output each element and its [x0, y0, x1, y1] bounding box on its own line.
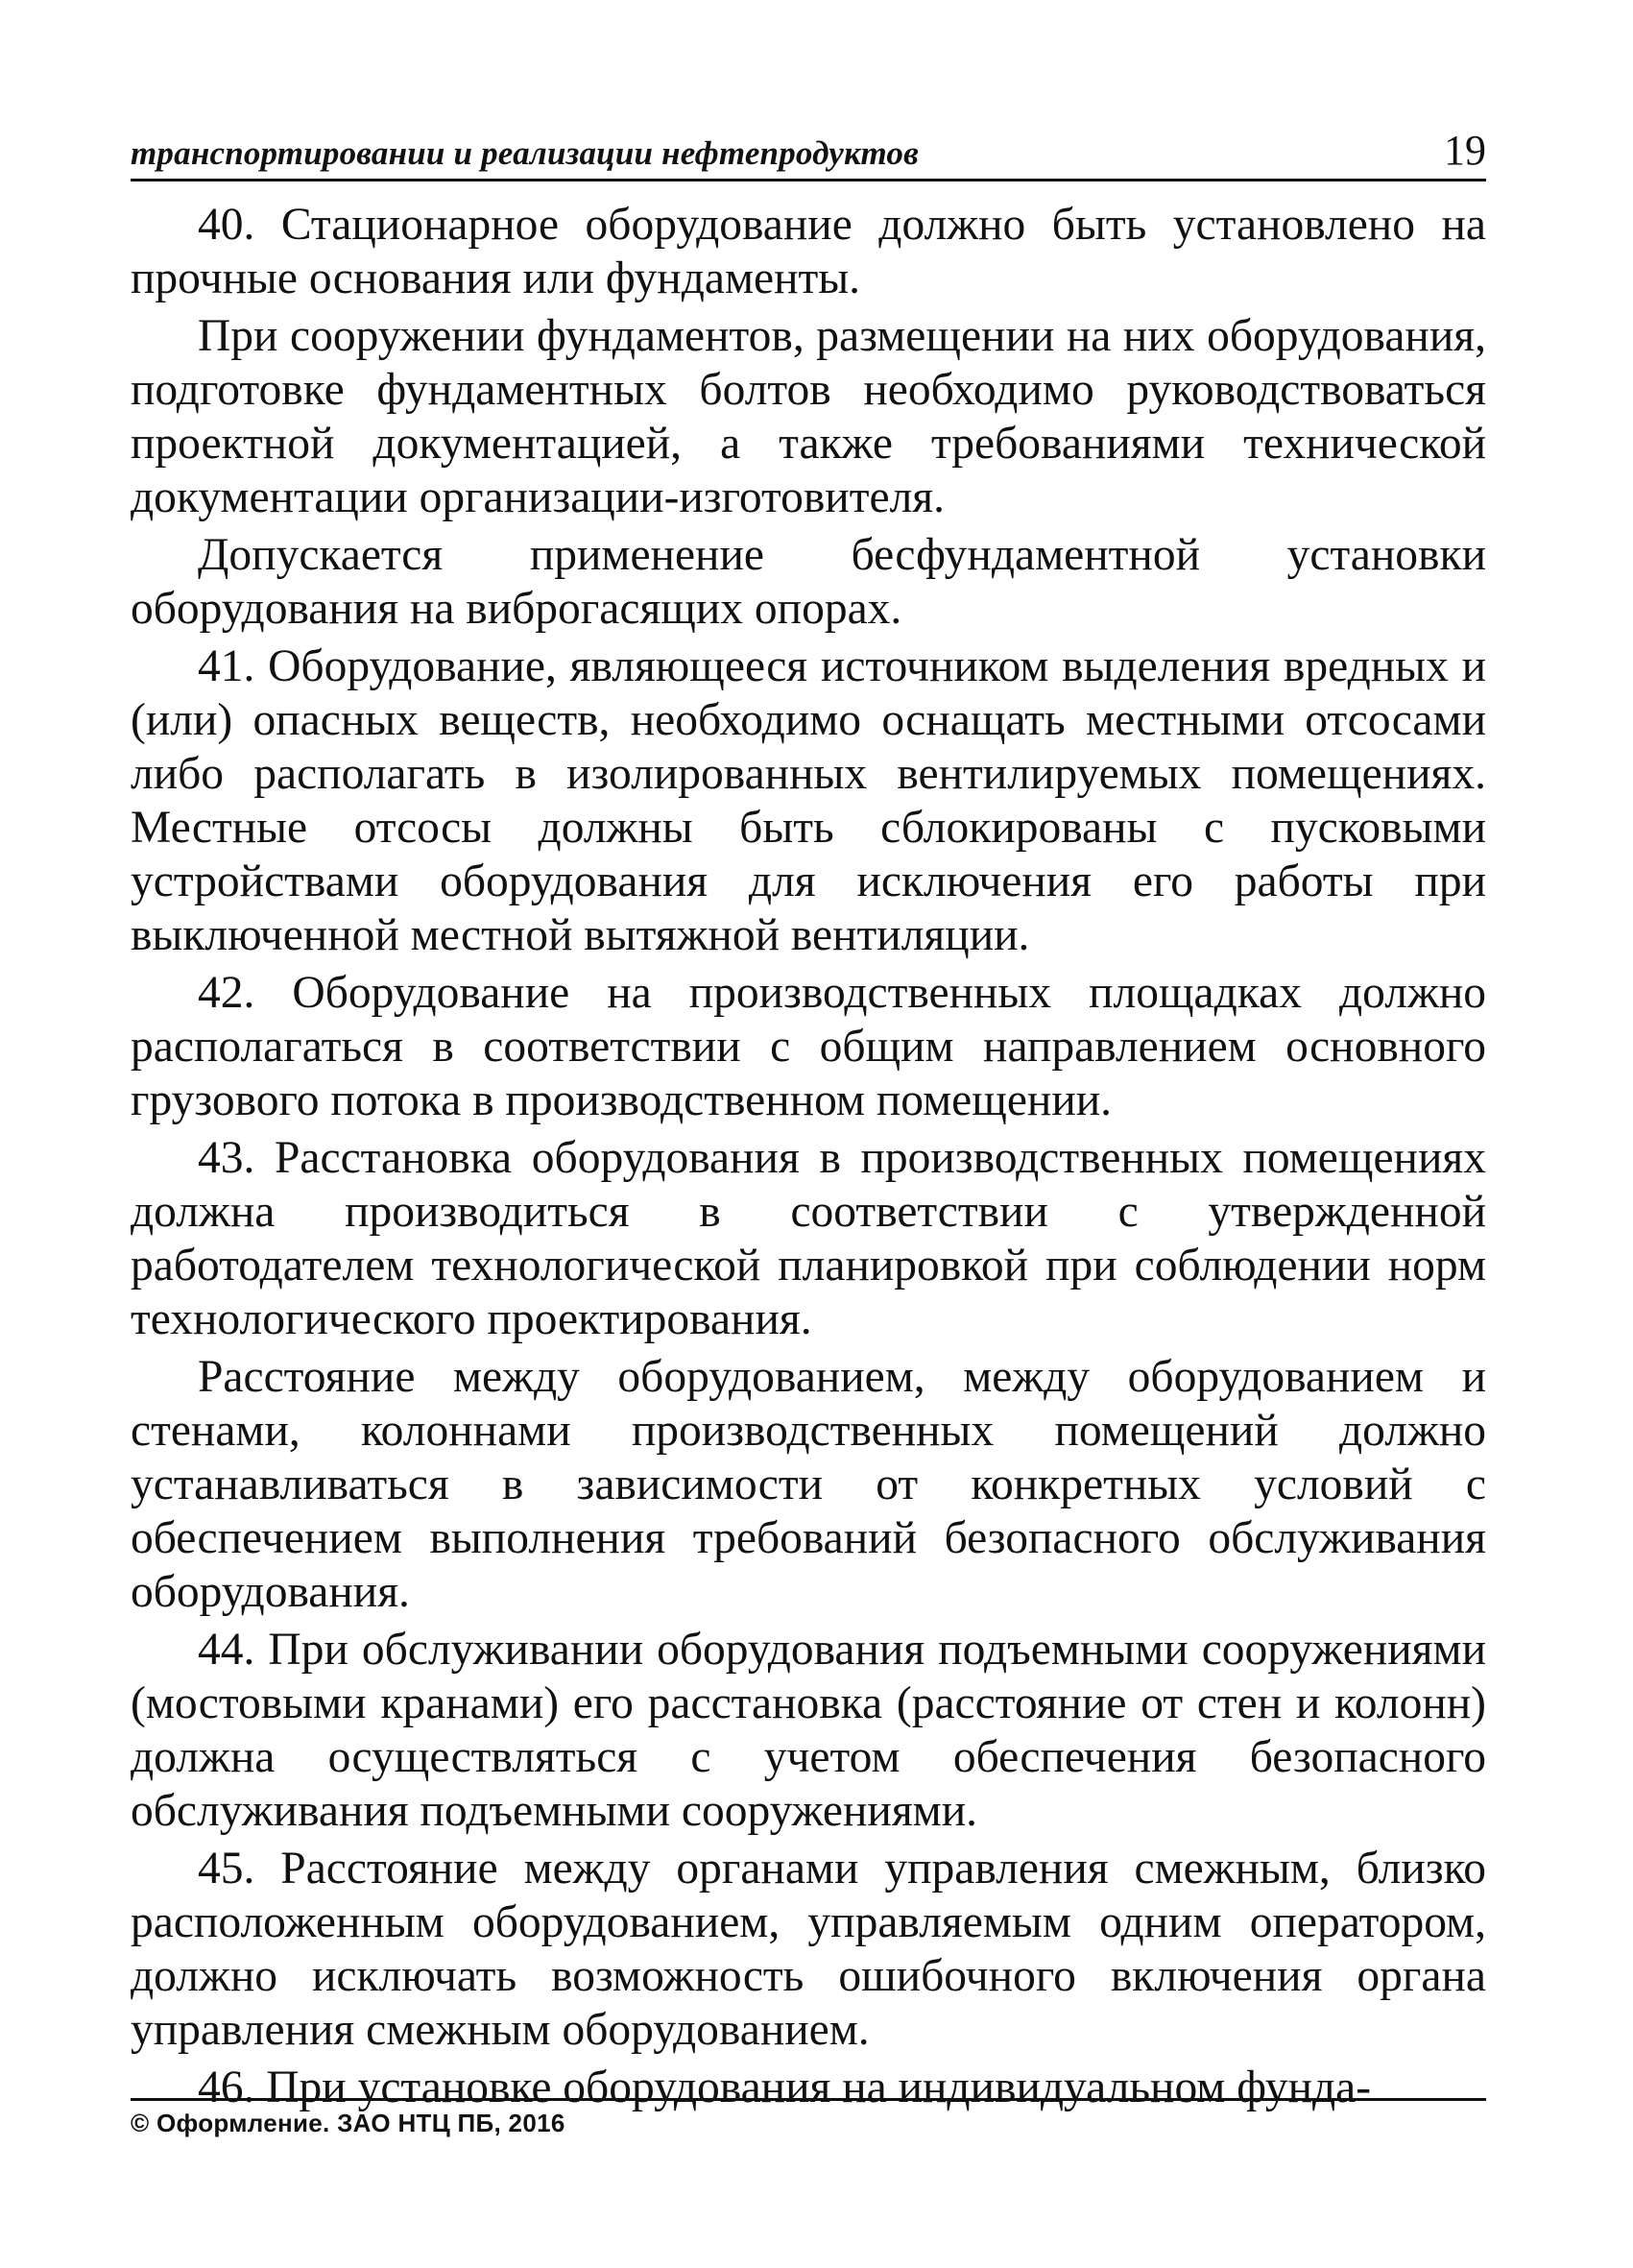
paragraph: 44. При обслуживании оборудования подъемными сооружениями (мостовыми кранами) его расстановка (расстояние от стен и колонн) должна осуществляться с учетом обеспечения безопасного обслуживания подъемными сооружениями.	[131, 1625, 1486, 1836]
running-title: транспортировании и реализации нефтепродуктов	[131, 134, 919, 172]
document-page	[131, 0, 1486, 2268]
page-number: 19	[1444, 127, 1486, 174]
body-text	[131, 198, 1486, 2118]
copyright-notice: © Оформление. ЗАО НТЦ ПБ, 2016	[131, 2109, 565, 2137]
paragraph: 45. Расстояние между органами управления смежным, близко расположенным оборудованием, управляемым одним оператором, должно исключать возможность ошибочного включения органа управления смежным оборудованием.	[131, 1844, 1486, 2055]
running-header	[131, 123, 1486, 181]
paragraph: 46. При установке оборудования на индивидуальном фунда-	[198, 2063, 1372, 2112]
paragraph: Расстояние между оборудованием, между оборудованием и стенами, колоннами производственных помещений должно устанавливаться в зависимости от конкретных условий с обеспечением выполнения требований безопасного обслуживания оборудования.	[131, 1352, 1486, 1617]
paragraph: При сооружении фундаментов, размещении на них оборудования, подготовке фундаментных болтов необходимо руководствоваться проектной документацией, а также требованиями технической документации организации-изготовителя.	[131, 311, 1486, 522]
paragraph: 43. Расстановка оборудования в производственных помещениях должна производиться в соответствии с утвержденной работодателем технологической планировкой при соблюдении норм технологического проектирования.	[131, 1133, 1486, 1344]
paragraph: Допускается применение бесфундаментной установки оборудования на виброгасящих опорах.	[131, 530, 1486, 634]
paragraph: 40. Стационарное оборудование должно быть установлено на прочные основания или фундаменты.	[131, 200, 1486, 303]
footer-divider	[131, 2098, 1486, 2101]
paragraph: 41. Оборудование, являющееся источником выделения вредных и (или) опасных веществ, необходимо оснащать местными отсосами либо располагать в изолированных вентилируемых помещениях. Местные отсосы должны быть сблокированы с пусковыми устройствами оборудования для исключения его работы при выключенной местной вытяжной вентиляции.	[131, 641, 1486, 960]
paragraph: 42. Оборудование на производственных площадках должно располагаться в соответствии с общим направлением основного грузового потока в производственном помещении.	[131, 968, 1486, 1125]
